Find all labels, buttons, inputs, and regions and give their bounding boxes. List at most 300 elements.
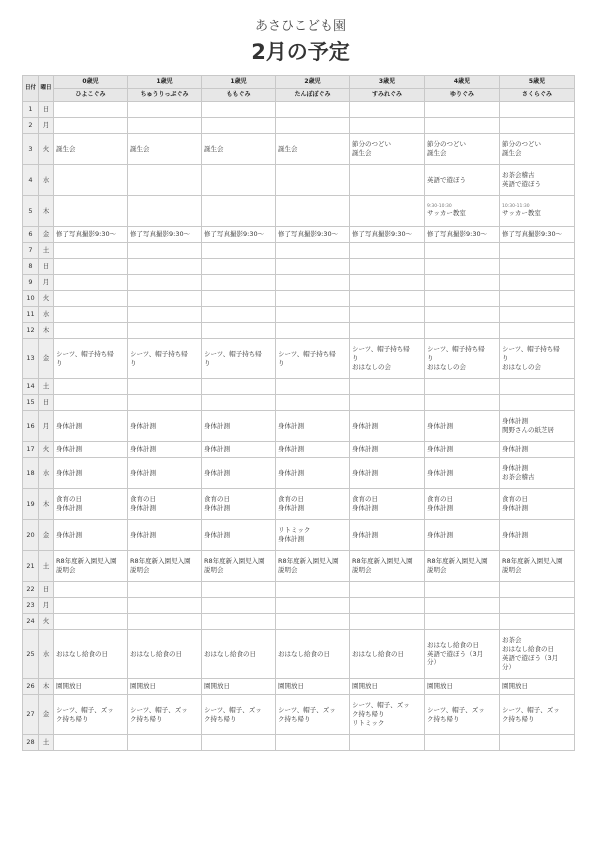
weekday-cell: 金 [39,227,54,243]
event-cell [276,165,350,196]
table-row [23,442,575,458]
event-cell [500,165,575,196]
event-text: 身体計測 [130,421,156,430]
event-cell [500,291,575,307]
event-cell [350,395,425,411]
class-name-header: ゆりぐみ [425,89,500,102]
event-cell [128,582,202,598]
event-text: り [204,358,211,367]
event-cell [350,118,425,134]
event-text: り [278,358,285,367]
weekday-cell: 日 [39,259,54,275]
event-text: 園開放日 [502,682,528,691]
weekday-cell: 木 [39,679,54,695]
event-cell [276,598,350,614]
page-title: 2月の予定 [251,40,350,64]
table-row [23,582,575,598]
event-text: 修了写真撮影9:30〜 [56,230,117,239]
event-cell [350,243,425,259]
weekday-cell: 土 [39,379,54,395]
event-cell [54,259,128,275]
event-text: 英語で遊ぼう [427,175,466,184]
table-row [23,458,575,489]
event-text: R8年度新入園児入園 [56,557,117,566]
event-text: 食育の日 [502,495,528,504]
event-cell [202,679,276,695]
event-cell [350,379,425,395]
event-cell [128,614,202,630]
event-cell [425,598,500,614]
event-text: 食育の日 [278,495,304,504]
event-cell [500,520,575,551]
event-cell [54,275,128,291]
event-cell [54,102,128,118]
event-cell [350,259,425,275]
table-header [23,76,575,102]
event-cell [202,395,276,411]
event-cell [350,695,425,735]
event-text: 誕生会 [502,149,522,157]
event-cell [276,614,350,630]
date-cell: 11 [23,307,39,323]
event-cell [276,307,350,323]
weekday-cell: 月 [39,118,54,134]
class-name-header: すみれぐみ [350,89,425,102]
event-text: 節分のつどい [427,140,466,149]
event-cell [500,598,575,614]
event-cell [425,442,500,458]
event-cell [128,442,202,458]
event-cell [276,395,350,411]
date-cell: 22 [23,582,39,598]
event-text: シーツ、帽子、ズッ [427,705,485,714]
weekday-cell: 木 [39,489,54,520]
event-text: 身体計測 [204,421,230,430]
event-text: 身体計測 [352,468,378,477]
event-text: り [56,358,63,367]
table-row [23,339,575,379]
event-cell [425,291,500,307]
event-cell [54,307,128,323]
weekday-cell: 木 [39,323,54,339]
class-name-header: ひよこぐみ [54,89,128,102]
weekday-cell: 土 [39,551,54,582]
event-cell [500,307,575,323]
event-cell [202,442,276,458]
event-cell [350,598,425,614]
event-cell [276,582,350,598]
event-cell [128,339,202,379]
weekday-cell: 月 [39,411,54,442]
event-cell [425,134,500,165]
event-cell [350,411,425,442]
event-text: 園開放日 [352,682,378,691]
event-cell [350,582,425,598]
event-cell [500,323,575,339]
table-row [23,102,575,118]
event-text: シーツ、帽子、ズッ [130,705,188,714]
event-cell [54,379,128,395]
event-cell [276,489,350,520]
weekday-cell: 金 [39,339,54,379]
class-age-header: 5歳児 [500,76,575,89]
event-cell [128,551,202,582]
event-cell [128,489,202,520]
event-text: お茶会稽古 [502,473,535,481]
event-text: ク持ち帰り [56,714,89,723]
table-row [23,227,575,243]
event-text: 身体計測 [427,504,453,512]
event-cell [202,551,276,582]
event-cell [276,442,350,458]
event-cell [350,275,425,291]
event-cell [54,735,128,751]
event-cell [350,165,425,196]
weekday-cell: 火 [39,134,54,165]
event-cell [500,551,575,582]
event-text: 説明会 [56,566,76,574]
event-text: 節分のつどい [352,140,391,149]
event-text: 身体計測 [352,421,378,430]
table-row [23,291,575,307]
event-cell [128,118,202,134]
event-cell [128,735,202,751]
event-text: 説明会 [502,566,522,574]
date-cell: 28 [23,735,39,751]
event-text: 身体計測 [352,445,378,454]
event-text: 身体計測 [56,421,82,430]
event-cell [500,630,575,679]
event-text: 身体計測 [278,468,304,477]
date-cell: 13 [23,339,39,379]
event-text: 身体計測 [204,468,230,477]
event-cell [202,259,276,275]
event-text: リトミック [278,526,311,535]
event-text: お茶会稽古 [502,171,535,180]
event-cell [425,379,500,395]
weekday-column-header: 曜日 [39,76,54,102]
event-text: R8年度新入園児入園 [204,557,265,566]
event-text: り [502,354,509,363]
event-text: 英語で遊ぼう（3月 [502,654,559,662]
event-cell [202,458,276,489]
event-cell [500,582,575,598]
event-text: 身体計測 [502,504,528,512]
weekday-cell: 日 [39,102,54,118]
event-cell [350,323,425,339]
event-text: サッカー教室 [427,209,466,218]
event-text: 園開放日 [204,682,230,691]
event-cell [276,134,350,165]
event-cell [128,196,202,227]
table-row [23,520,575,551]
event-text: リトミック [352,718,385,727]
class-age-header: 1歳児 [128,76,202,89]
event-cell [425,323,500,339]
event-cell [128,379,202,395]
event-text: ク持ち帰り [502,714,535,723]
event-cell [276,339,350,379]
event-cell [425,489,500,520]
event-cell [128,134,202,165]
event-text: サッカー教室 [502,209,541,218]
event-cell [500,118,575,134]
class-name-header: ももぐみ [202,89,276,102]
date-cell: 25 [23,630,39,679]
event-cell [128,598,202,614]
event-cell [425,458,500,489]
event-text: 食育の日 [130,495,156,504]
weekday-cell: 木 [39,196,54,227]
event-cell [54,458,128,489]
event-text: 身体計測 [130,504,156,512]
event-text: 修了写真撮影9:30〜 [130,230,191,239]
event-text: R8年度新入園児入園 [130,557,191,566]
event-cell [202,489,276,520]
table-row [23,165,575,196]
class-name-row [23,89,575,102]
event-cell [202,307,276,323]
table-row [23,118,575,134]
date-cell: 5 [23,196,39,227]
event-text: 身体計測 [204,445,230,454]
event-text: 修了写真撮影9:30〜 [204,230,265,239]
event-cell [276,695,350,735]
event-text: シーツ、帽子持ち帰 [130,349,188,358]
event-cell [54,165,128,196]
event-cell [276,323,350,339]
event-text: り [130,358,137,367]
event-cell [350,134,425,165]
event-cell [128,411,202,442]
event-cell [425,551,500,582]
event-text: 英語で遊ぼう（3月 [427,649,484,658]
event-cell [128,630,202,679]
event-cell [350,551,425,582]
class-age-header: 3歳児 [350,76,425,89]
event-text: 関野さんの紙芝居 [502,426,554,434]
event-text: おはなしの会 [502,362,541,371]
event-cell [425,395,500,411]
event-cell [500,614,575,630]
table-row [23,551,575,582]
table-row [23,395,575,411]
event-cell [128,458,202,489]
table-row [23,598,575,614]
event-text: シーツ、帽子持ち帰 [204,349,262,358]
event-text: 身体計測 [204,530,230,539]
date-cell: 12 [23,323,39,339]
event-cell [276,551,350,582]
event-cell [425,243,500,259]
event-cell [500,735,575,751]
event-cell [128,679,202,695]
table-row [23,134,575,165]
event-text: 誕生会 [352,149,372,157]
table-body [23,102,575,751]
event-cell [500,196,575,227]
event-cell [128,259,202,275]
event-text: シーツ、帽子持ち帰 [427,345,485,354]
event-text: 身体計測 [427,468,453,477]
event-text: ク持ち帰り [278,714,311,723]
event-text: ク持ち帰り [130,714,163,723]
event-text: 誕生会 [278,144,298,153]
page-header [0,18,601,65]
date-cell: 21 [23,551,39,582]
date-cell: 8 [23,259,39,275]
event-text: 分） [427,658,440,667]
event-cell [350,520,425,551]
weekday-cell: 火 [39,442,54,458]
weekday-cell: 金 [39,520,54,551]
event-text: シーツ、帽子、ズッ [352,701,410,710]
event-cell [54,339,128,379]
event-text: 誕生会 [204,144,224,153]
table-row [23,323,575,339]
event-text: 身体計測 [278,421,304,430]
class-age-header: 2歳児 [276,76,350,89]
event-text: 身体計測 [352,504,378,512]
event-cell [425,165,500,196]
event-cell [202,323,276,339]
event-cell [54,442,128,458]
event-text: シーツ、帽子持ち帰 [56,349,114,358]
event-cell [202,165,276,196]
event-text: 園開放日 [56,682,82,691]
event-cell [425,411,500,442]
date-cell: 23 [23,598,39,614]
event-cell [202,695,276,735]
event-cell [350,614,425,630]
event-cell [350,227,425,243]
event-cell [128,695,202,735]
class-age-row [23,76,575,89]
weekday-cell: 月 [39,598,54,614]
event-cell [425,118,500,134]
event-cell [202,379,276,395]
event-text: 修了写真撮影9:30〜 [352,230,413,239]
weekday-cell: 土 [39,735,54,751]
date-cell: 17 [23,442,39,458]
event-cell [276,411,350,442]
event-cell [350,679,425,695]
event-text: 説明会 [204,566,224,574]
event-text: 身体計測 [56,445,82,454]
date-cell: 4 [23,165,39,196]
weekday-cell: 水 [39,307,54,323]
event-text: 身体計測 [427,530,453,539]
event-cell [276,243,350,259]
class-name-header: たんぽぽぐみ [276,89,350,102]
event-text: 食育の日 [204,495,230,504]
event-cell [425,339,500,379]
date-column-header: 日付 [23,76,39,102]
event-cell [350,735,425,751]
event-cell [54,291,128,307]
date-cell: 27 [23,695,39,735]
weekday-cell: 火 [39,291,54,307]
event-text: おはなし給食の日 [427,640,479,649]
event-cell [202,275,276,291]
date-cell: 19 [23,489,39,520]
event-text: 誕生会 [56,144,76,153]
event-text: 身体計測 [130,530,156,539]
event-text: 身体計測 [502,464,528,473]
date-cell: 7 [23,243,39,259]
event-cell [500,275,575,291]
table-row [23,735,575,751]
event-cell [202,102,276,118]
event-cell [128,291,202,307]
event-cell [128,395,202,411]
event-text: 園開放日 [278,682,304,691]
class-age-header: 1歳児 [202,76,276,89]
event-text: R8年度新入園児入園 [502,557,563,566]
event-cell [500,679,575,695]
event-cell [54,196,128,227]
event-text: 分） [502,662,515,671]
event-cell [350,630,425,679]
event-cell [202,243,276,259]
event-text: 説明会 [278,566,298,574]
event-cell [500,489,575,520]
table-row [23,614,575,630]
event-text: 食育の日 [352,495,378,504]
event-cell [54,582,128,598]
event-text: 身体計測 [56,504,82,512]
event-text: シーツ、帽子、ズッ [56,705,114,714]
event-text: 説明会 [352,566,372,574]
event-cell [425,582,500,598]
date-cell: 6 [23,227,39,243]
event-text: おはなし給食の日 [130,649,182,658]
event-text: おはなし給食の日 [56,649,108,658]
event-cell [54,630,128,679]
event-text: 9:30-10:30 [427,203,452,209]
event-cell [128,227,202,243]
event-cell [425,735,500,751]
weekday-cell: 水 [39,458,54,489]
event-cell [425,614,500,630]
event-cell [128,275,202,291]
event-cell [128,102,202,118]
event-text: 説明会 [130,566,150,574]
event-cell [54,134,128,165]
class-age-header: 4歳児 [425,76,500,89]
event-text: 節分のつどい [502,140,541,149]
event-cell [500,442,575,458]
event-text: おはなしの会 [352,362,391,371]
event-cell [350,307,425,323]
event-cell [128,165,202,196]
table-row [23,307,575,323]
event-cell [202,411,276,442]
weekday-cell: 土 [39,243,54,259]
event-cell [500,458,575,489]
event-text: おはなし給食の日 [502,645,554,654]
event-cell [500,134,575,165]
event-cell [425,679,500,695]
event-text: 身体計測 [502,417,528,426]
event-cell [350,442,425,458]
event-text: シーツ、帽子持ち帰 [352,345,410,354]
event-cell [276,458,350,489]
event-cell [128,307,202,323]
event-text: 身体計測 [427,445,453,454]
event-cell [54,520,128,551]
event-cell [202,598,276,614]
